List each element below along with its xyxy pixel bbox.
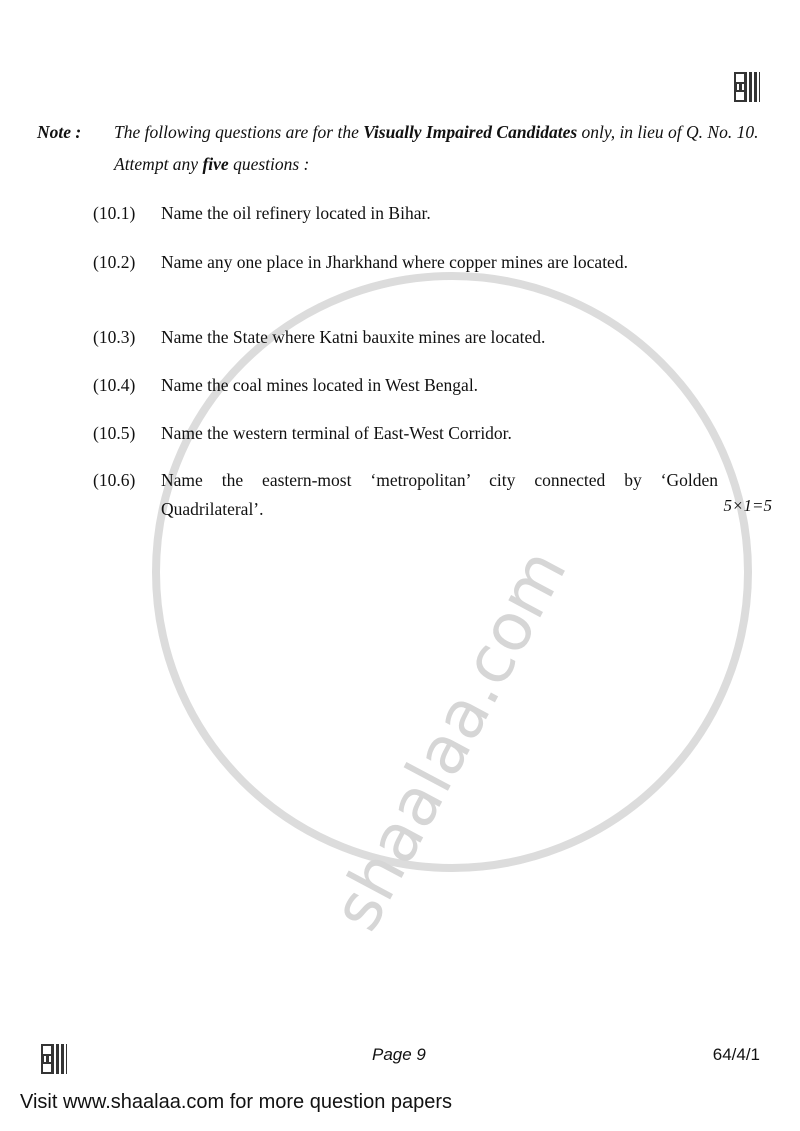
question-number: (10.3) (93, 327, 136, 347)
watermark-text: shaalaa.com (317, 537, 582, 943)
question-number: (10.6) (93, 470, 136, 490)
note-label: Note : (37, 122, 82, 142)
note-text: The following questions are for the (114, 122, 364, 142)
question-text: Name the western terminal of East-West Corridor. (161, 423, 512, 443)
question-text: Name any one place in Jharkhand where copper mines are located. (161, 252, 628, 272)
visit-link-text: Visit www.shaalaa.com for more question papers (20, 1091, 453, 1113)
question-text: Name the coal mines located in West Bengal. (161, 375, 479, 395)
question-number: (10.1) (93, 203, 136, 223)
question-number: (10.5) (93, 423, 136, 443)
qr-code-icon-top (734, 72, 760, 102)
note-text: questions : (228, 154, 310, 174)
question-text: Name the eastern-most ‘metropolitan’ city connected by ‘Golden Quadrilateral’. (161, 470, 718, 519)
note-emphasis: five (202, 154, 229, 174)
marks: 5×1=5 (723, 496, 772, 515)
note-emphasis: Visually Impaired Candidates (363, 122, 578, 142)
qr-code-icon-bottom (41, 1044, 67, 1074)
paper-code: 64/4/1 (712, 1045, 760, 1064)
question-text: Name the State where Katni bauxite mines are located. (161, 327, 546, 347)
question-text: Name the oil refinery located in Bihar. (161, 203, 431, 223)
note-text: only, in lieu of Q. No. 10. Attempt any (114, 122, 759, 174)
question-number: (10.2) (93, 252, 136, 272)
note-body (114, 116, 764, 180)
question-number: (10.4) (93, 375, 136, 395)
page-number: Page 9 (372, 1045, 426, 1064)
